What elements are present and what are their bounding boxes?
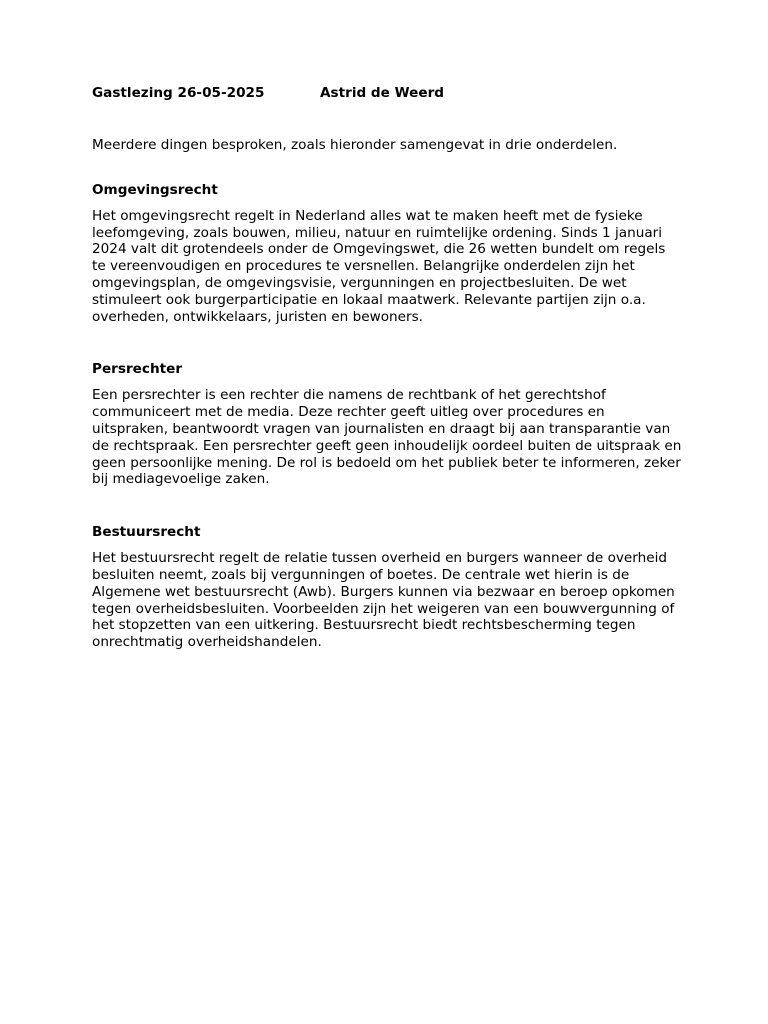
document-page: [92, 83, 682, 651]
speaker-name: Astrid de Weerd: [320, 85, 445, 101]
section-body-persrechter: Een persrechter is een rechter die namens de rechtbank of het gerechtshof communiceert met de media. Deze rechter geeft uitleg over procedures en uitspraken, beantwoordt vragen van journalisten en draagt bij aan transparantie van de rechtspraak. Een persrechter geeft geen inhoudelijk oordeel buiten de uitspraak en geen persoonlijke mening. De rol is bedoeld om het publiek beter te informeren, zeker bij mediagevoelige zaken.: [92, 387, 682, 488]
section-body-omgevingsrecht: Het omgevingsrecht regelt in Nederland alles wat te maken heeft met de fysieke leefomgeving, zoals bouwen, milieu, natuur en ruimtelijke ordening. Sinds 1 januari 2024 valt dit grotendeels onder de Omgevingswet, die 26 wetten bundelt om regels te vereenvoudigen en procedures te versnellen. Belangrijke onderdelen zijn het omgevingsplan, de omgevingsvisie, vergunningen en projectbesluiten. De wet stimuleert ook burgerparticipatie en lokaal maatwerk. Relevante partijen zijn o.a. overheden, ontwikkelaars, juristen en bewoners.: [92, 207, 666, 325]
section-body-bestuursrecht: Het bestuursrecht regelt de relatie tussen overheid en burgers wanneer de overheid besluiten neemt, zoals bij vergunningen of boetes. De centrale wet hierin is de Algemene wet bestuursrecht (Awb). Burgers kunnen via bezwaar en beroep opkomen tegen overheidsbesluiten. Voorbeelden zijn het weigeren van een bouwvergunning of het stopzetten van een uitkering. Bestuursrecht biedt rechtsbescherming tegen onrechtmatig overheidshandelen.: [92, 550, 675, 651]
lecture-title: Gastlezing 26-05-2025: [92, 85, 265, 101]
intro-paragraph: Meerdere dingen besproken, zoals hieronder samengevat in drie onderdelen.: [92, 137, 618, 153]
document-header: [92, 83, 682, 103]
section-heading-persrechter: Persrechter: [92, 361, 183, 378]
section-heading-bestuursrecht: Bestuursrecht: [92, 524, 201, 541]
section-heading-omgevingsrecht: Omgevingsrecht: [92, 181, 218, 198]
